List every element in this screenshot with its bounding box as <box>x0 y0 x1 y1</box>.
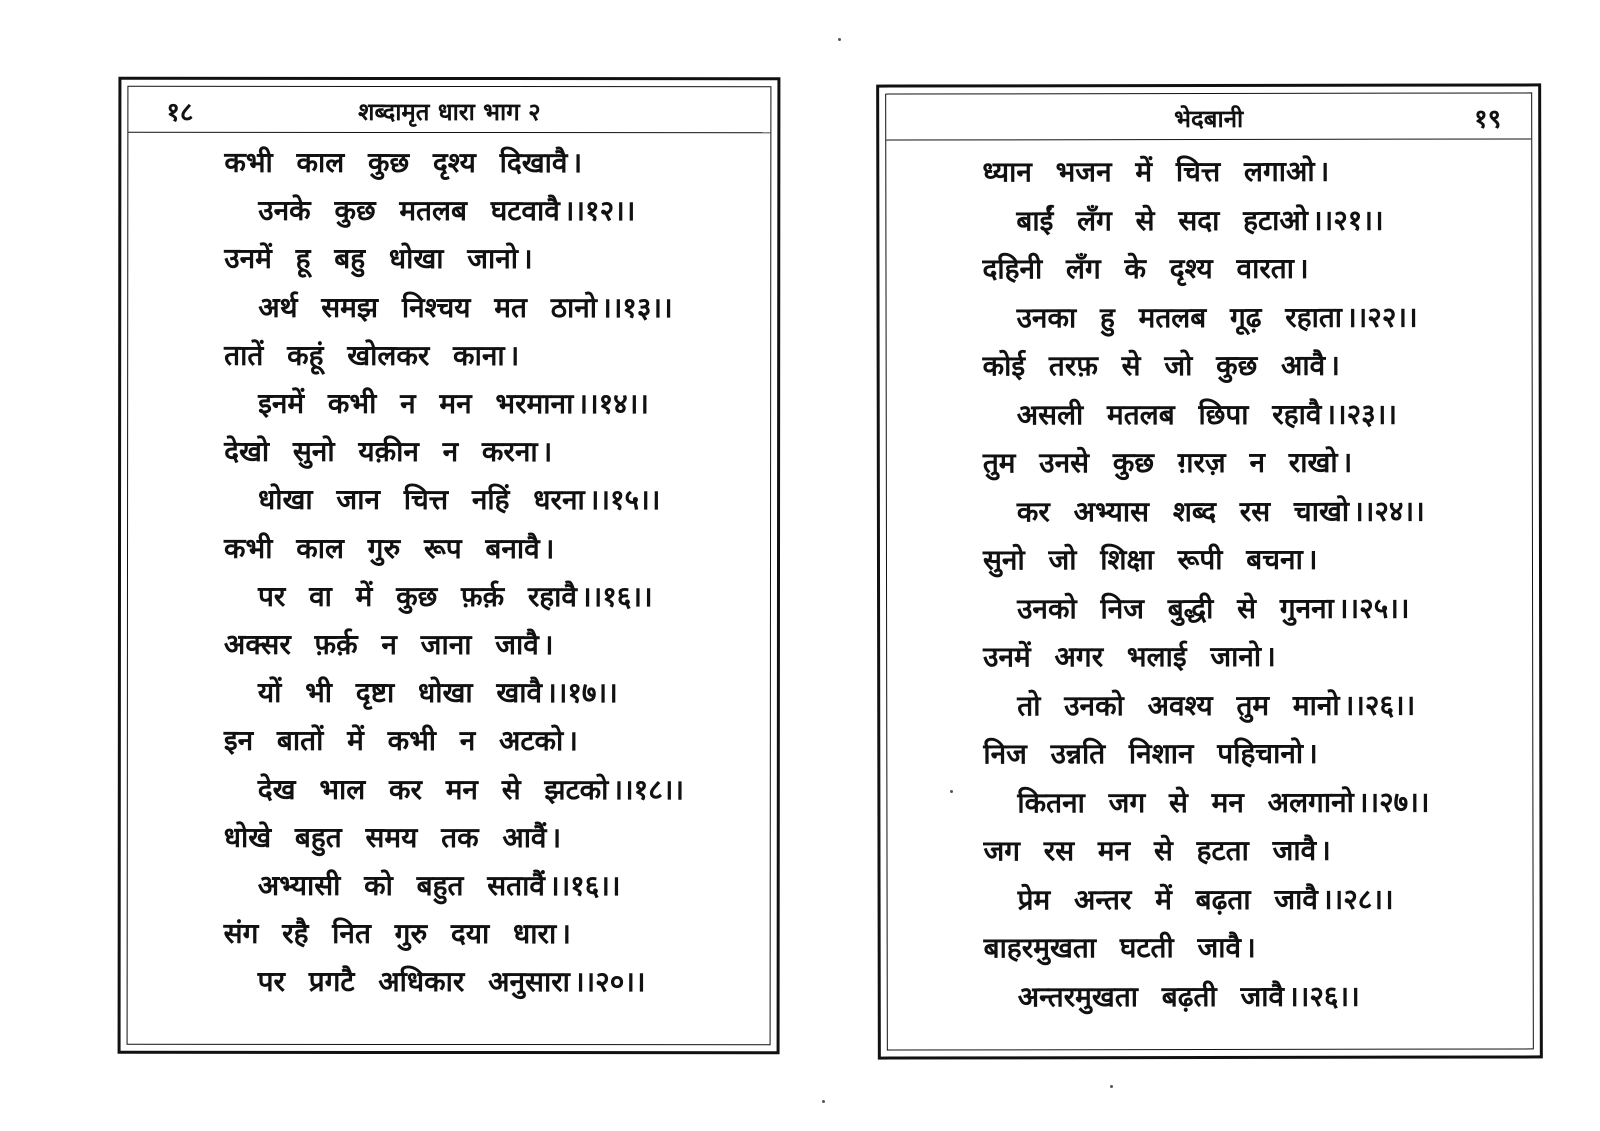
verse-text: उनमें हू बहु धोखा जानो <box>224 242 519 276</box>
verse-text: अक्सर फ़र्क़ न जाना जावै <box>223 627 539 662</box>
verse-line <box>258 384 649 424</box>
scan-speck <box>1110 1085 1113 1088</box>
verse-text: तो उनको अवश्य तुम मानो <box>1017 688 1340 722</box>
verse-text: यों भी दृष्टा धोखा खावै <box>257 676 543 710</box>
verse-line <box>258 577 653 617</box>
scan-speck <box>838 38 841 41</box>
danda-mark: । <box>508 338 520 372</box>
verse-text: असली मतलब छिपा रहावै <box>1016 397 1322 431</box>
verse-text: ध्यान भजन में चित्त लगाओ <box>982 154 1315 189</box>
danda-mark: । <box>560 917 571 951</box>
verse-line <box>1017 491 1425 532</box>
verse-line <box>983 443 1352 484</box>
verse-text: निज उन्नति निशान पहिचानो <box>983 736 1304 771</box>
verse-number: ।।२०।। <box>573 965 646 999</box>
verse-line <box>224 143 582 183</box>
verse-line <box>258 191 635 231</box>
verse-number: ।।१७।। <box>546 676 618 710</box>
verse-number: ।।१५।। <box>588 483 661 517</box>
verse-number: ।।२३।। <box>1325 397 1397 431</box>
verse-text: उनको निज बुद्धी से गुनना <box>1017 591 1334 625</box>
verse-line <box>1017 588 1409 629</box>
verse-text: तुम उनसे कुछ ग़रज़ न राखो <box>982 445 1338 480</box>
verse-line <box>983 831 1330 872</box>
verse-number: ।।१८।। <box>612 772 685 806</box>
verse-text: कितना जग से मन अलगानो <box>1017 785 1354 819</box>
right-page-inner-border <box>885 92 1534 1050</box>
scan-speck <box>950 790 953 793</box>
verse-number: ।।१६।। <box>580 579 653 613</box>
danda-mark: । <box>542 628 554 662</box>
verse-number: ।।२८।। <box>1321 882 1394 916</box>
verse-text: पर प्रगटै अधिकार अनुसारा <box>257 965 570 999</box>
verse-line <box>1018 976 1360 1017</box>
verse-line <box>224 721 578 761</box>
verse-line <box>258 769 684 809</box>
danda-mark: । <box>1329 348 1340 382</box>
verse-line <box>982 249 1308 290</box>
danda-mark: । <box>1341 445 1353 479</box>
verse-line <box>224 239 532 279</box>
danda-mark: । <box>1320 833 1331 867</box>
left-page-title: शब्दामृत धारा भाग २ <box>358 97 541 127</box>
verse-line <box>1017 685 1415 726</box>
verse-line <box>258 673 618 713</box>
scan-speck <box>822 1100 825 1103</box>
verse-number: ।।२१।। <box>1311 203 1384 237</box>
danda-mark: । <box>1307 736 1318 770</box>
danda-mark: । <box>1265 639 1276 673</box>
verse-line <box>258 480 660 520</box>
verse-line <box>224 528 554 568</box>
verse-text: उनके कुछ मतलब घटवावै <box>258 194 560 228</box>
verse-text: दहिनी लँग के दृश्य वारता <box>982 251 1295 286</box>
verse-text: देखो सुनो यक़ीन न करना <box>224 434 538 469</box>
danda-mark: । <box>541 435 553 469</box>
verse-line <box>224 336 519 376</box>
right-page-header <box>886 93 1531 140</box>
verse-number: ।।२२।। <box>1346 300 1418 334</box>
verse-text: धोखा जान चित्त नहिं धरना <box>258 483 585 517</box>
right-page <box>876 83 1543 1059</box>
verse-text: उनका हु मतलब गूढ़ रहाता <box>1016 300 1343 334</box>
danda-mark: । <box>1306 542 1318 576</box>
left-page-inner-border <box>127 86 772 1046</box>
left-page <box>118 77 781 1055</box>
verse-number: ।।१२।। <box>563 194 636 228</box>
verse-text: अभ्यासी को बहुत सतावैं <box>257 868 545 903</box>
verse-text: प्रेम अन्तर में बढ़ता जावै <box>1017 882 1319 916</box>
verse-line <box>258 962 646 1002</box>
verse-line <box>983 734 1318 775</box>
verse-text: तातें कहूं खोलकर काना <box>224 338 505 372</box>
verse-line <box>1017 394 1397 435</box>
verse-line <box>983 540 1318 581</box>
verse-text: कभी काल कुछ दृश्य दिखावै <box>224 145 568 180</box>
verse-text: बाईं लँग से सदा हटाओ <box>1016 203 1309 237</box>
verse-number: ।।२६।। <box>1288 979 1360 1013</box>
verse-text: इनमें कभी न मन भरमाना <box>258 386 574 421</box>
right-page-title: भेदबानी <box>1174 104 1244 134</box>
verse-number: ।।२७।। <box>1357 785 1430 819</box>
verse-line <box>258 287 672 327</box>
verse-text: अर्थ समझ निश्चय मत ठानो <box>258 290 598 324</box>
verse-number: ।।१६।। <box>548 869 621 903</box>
verse-line <box>982 152 1329 193</box>
danda-mark: । <box>571 146 583 180</box>
verse-line <box>258 866 621 906</box>
verse-text: जग रस मन से हटता जावै <box>983 833 1317 868</box>
verse-line <box>1017 782 1429 823</box>
verse-line <box>1016 200 1383 241</box>
verse-line <box>1017 297 1418 338</box>
verse-line <box>983 637 1276 678</box>
left-page-header <box>128 87 770 134</box>
verse-text: अन्तरमुखता बढ़ती जावै <box>1017 979 1285 1013</box>
right-page-number: १९ <box>1474 104 1502 135</box>
right-page-verses <box>886 149 1531 1013</box>
verse-line <box>224 625 554 665</box>
left-page-verses <box>128 143 770 999</box>
danda-mark: । <box>1297 251 1309 285</box>
danda-mark: । <box>1245 930 1256 964</box>
verse-text: उनमें अगर भलाई जानो <box>983 639 1262 674</box>
verse-line <box>224 818 561 858</box>
danda-mark: । <box>543 531 555 565</box>
danda-mark: । <box>550 820 562 854</box>
verse-line <box>224 432 552 472</box>
danda-mark: । <box>1318 154 1330 188</box>
verse-text: कभी काल गुरु रूप बनावै <box>224 531 540 565</box>
verse-number: ।।१४।। <box>577 387 649 421</box>
verse-text: बाहरमुखता घटती जावै <box>983 930 1242 965</box>
verse-number: ।।२६।। <box>1343 688 1416 722</box>
verse-line <box>984 928 1256 968</box>
verse-text: कर अभ्यास शब्द रस चाखो <box>1016 494 1350 528</box>
danda-mark: । <box>567 724 578 758</box>
danda-mark: । <box>522 242 533 276</box>
verse-text: पर वा में कुछ फ़र्क़ रहावै <box>257 579 578 613</box>
verse-number: ।।१३।। <box>601 290 673 324</box>
verse-text: इन बातों में कभी न अटको <box>223 724 564 758</box>
verse-line <box>224 914 571 954</box>
verse-text: सुनो जो शिक्षा रूपी बचना <box>982 542 1303 577</box>
verse-text: धोखे बहुत समय तक आवैं <box>223 820 547 854</box>
verse-text: संग रहै नित गुरु दया धारा <box>223 916 557 951</box>
verse-line <box>983 346 1340 387</box>
verse-text: देख भाल कर मन से झटको <box>257 772 609 806</box>
verse-number: ।।२४।। <box>1353 494 1425 528</box>
left-page-number: १८ <box>166 97 194 128</box>
verse-text: कोई तरफ़ से जो कुछ आवै <box>982 348 1326 383</box>
verse-number: ।।२५।। <box>1337 591 1410 625</box>
verse-line <box>1018 879 1394 920</box>
